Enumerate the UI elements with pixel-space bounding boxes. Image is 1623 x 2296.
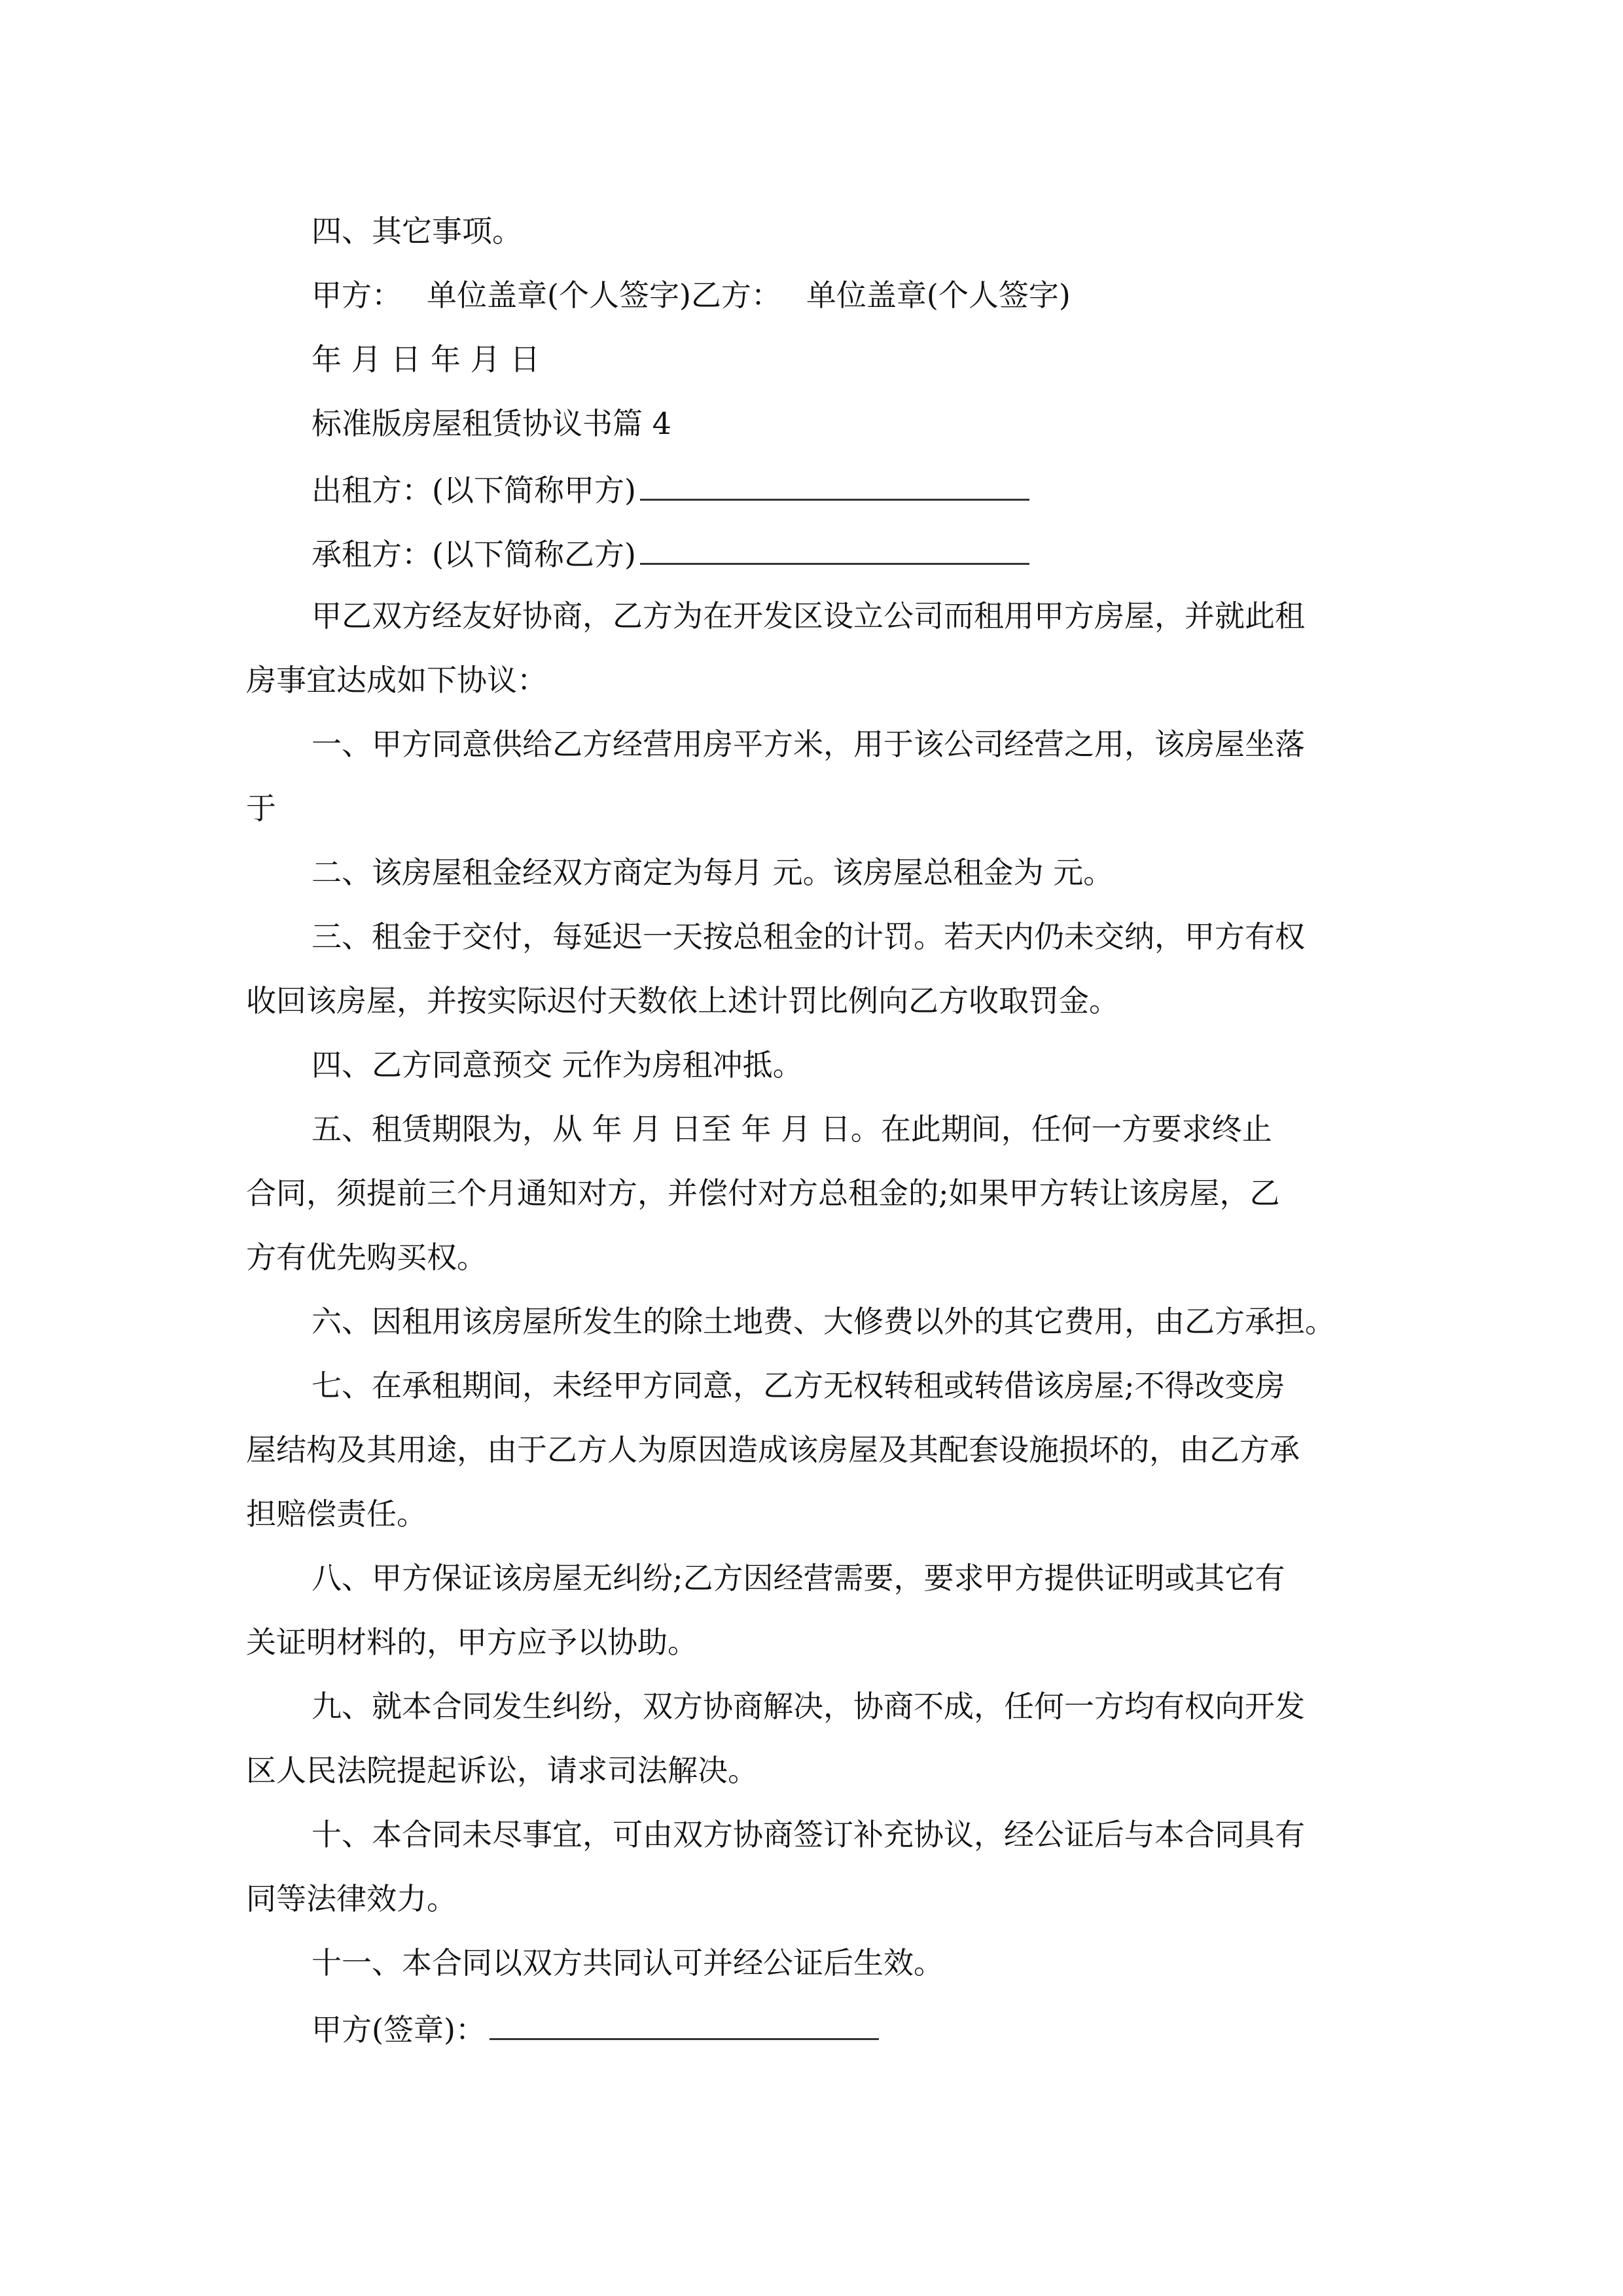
paragraph-text: 担赔偿责任。 [246,1496,427,1532]
lessee-blank[interactable] [640,537,1029,565]
paragraph-text: 关证明材料的，甲方应予以协助。 [246,1624,698,1660]
lessor-label: 出租方：(以下简称甲方) [312,473,636,508]
paragraph-text: 合同，须提前三个月通知对方，并偿付对方总租金的;如果甲方转让该房屋，乙 [246,1175,1280,1211]
paragraph-text: 方有优先购买权。 [246,1240,487,1275]
party-a-sign-label: 甲方(签章)： [312,2012,486,2047]
paragraph-text: 房事宜达成如下协议： [246,662,547,698]
paragraph-text: 一、甲方同意供给乙方经营用房平方米，用于该公司经营之用，该房屋坐落 [312,726,1305,762]
paragraph-text: 收回该房屋，并按实际迟付天数依上述计罚比例向乙方收取罚金。 [246,983,1119,1018]
seal-label: 单位盖章(个人签字) [806,278,1071,313]
seal-party-b-label: 单位盖章(个人签字)乙方： [427,278,781,313]
paragraph-text: 二、该房屋租金经双方商定为每月 元。该房屋总租金为 元。 [312,855,1114,890]
paragraph-text: 六、因租用该房屋所发生的除土地费、大修费以外的其它费用，由乙方承担。 [312,1304,1335,1339]
paragraph-text: 四、乙方同意预交 元作为房租冲抵。 [312,1047,803,1083]
lessee-line [312,537,1029,572]
date-line: 年 月 日 年 月 日 [312,342,541,377]
paragraph-text: 十一、本合同以双方共同认可并经公证后生效。 [312,1945,944,1981]
party-a-label: 甲方： [312,278,402,313]
party-a-sign-blank[interactable] [490,2012,879,2040]
lessor-line [312,473,1029,508]
paragraph-text: 甲乙双方经友好协商，乙方为在开发区设立公司而租用甲方房屋，并就此租 [312,598,1305,634]
paragraph-text: 同等法律效力。 [246,1881,457,1916]
paragraph-text: 九、就本合同发生纠纷，双方协商解决，协商不成，任何一方均有权向开发 [312,1689,1305,1724]
paragraph-text: 屋结构及其用途，由于乙方人为原因造成该房屋及其配套设施损坏的，由乙方承 [246,1432,1300,1467]
paragraph-text: 七、在承租期间，未经甲方同意，乙方无权转租或转借该房屋;不得改变房 [312,1368,1285,1403]
lessor-blank[interactable] [640,473,1029,501]
paragraph-text: 十、本合同未尽事宜，可由双方协商签订补充协议，经公证后与本合同具有 [312,1817,1305,1852]
paragraph-text: 三、租金于交付，每延迟一天按总租金的计罚。若天内仍未交纳，甲方有权 [312,919,1305,954]
paragraph-text: 于 [246,791,276,826]
paragraph-text: 五、租赁期限为，从 年 月 日至 年 月 日。在此期间，任何一方要求终止 [312,1111,1272,1147]
paragraph-text: 八、甲方保证该房屋无纠纷;乙方因经营需要，要求甲方提供证明或其它有 [312,1560,1285,1596]
party-a-sign-line [312,2012,879,2045]
signature-line [312,278,1071,313]
paragraph-text: 区人民法院提起诉讼，请求司法解决。 [246,1753,758,1788]
paragraph-other-matters: 四、其它事项。 [312,213,522,249]
section-title: 标准版房屋租赁协议书篇 4 [312,406,671,441]
lessee-label: 承租方：(以下简称乙方) [312,537,636,572]
